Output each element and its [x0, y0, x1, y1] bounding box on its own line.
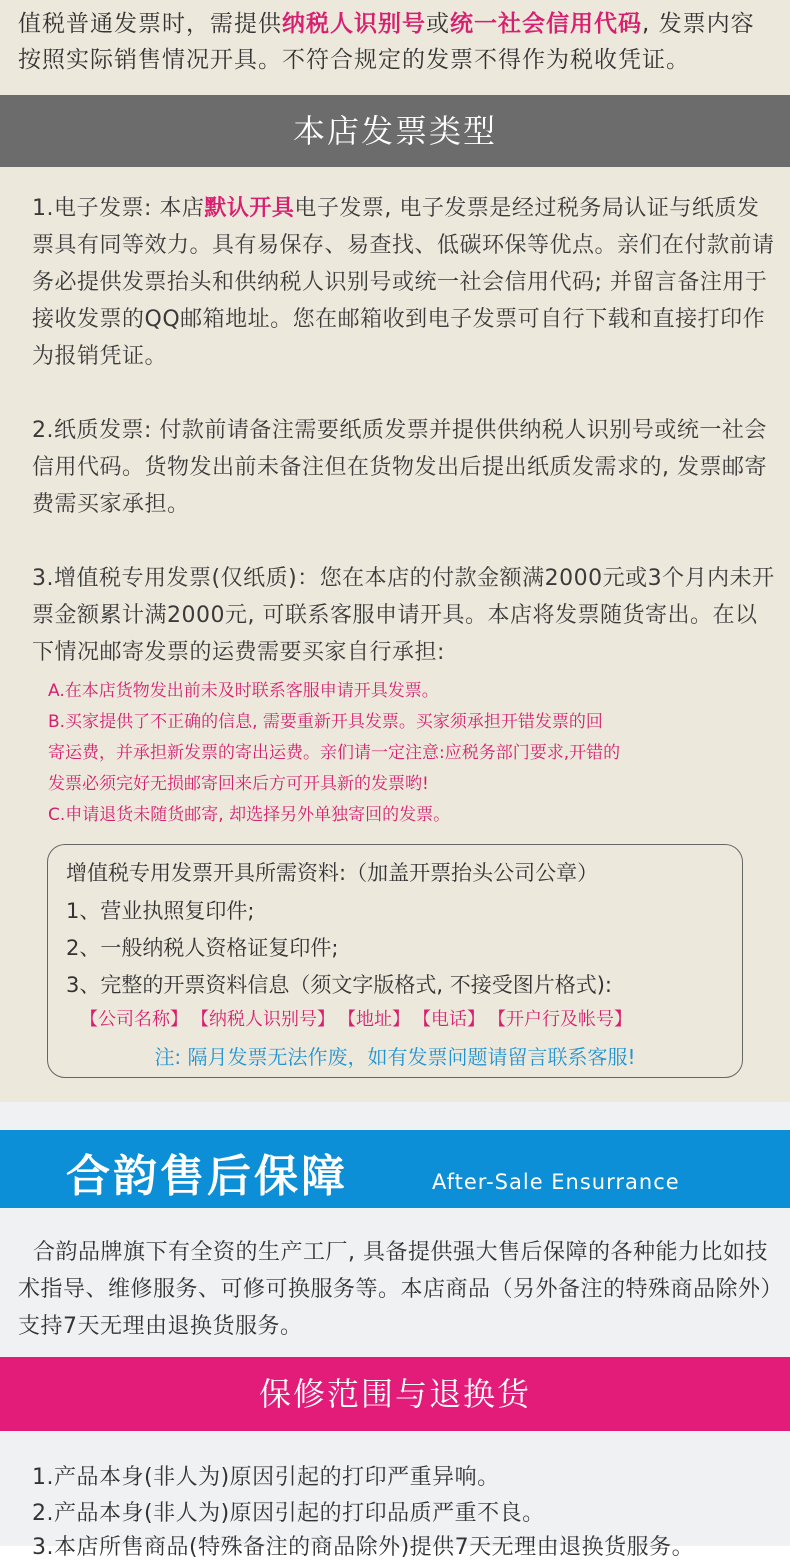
credit-code-highlight: 统一社会信用代码	[450, 11, 642, 37]
invoice-item-paper: 2.纸质发票: 付款前请备注需要纸质发票并提供供纳税人识别号或统一社会信用代码。货物发出前未备注但在货物发出后提出纸质发需求的, 发票邮寄费需买家承担。	[32, 418, 767, 517]
after-sale-title: 合韵售后保障	[66, 1151, 348, 1202]
repair-item: 2.产品本身(非人为)原因引起的打印品质严重不良。	[32, 1501, 545, 1526]
note-line: 寄运费，并承担新发票的寄出运费。亲们请一定注意:应税务部门要求,开错的	[48, 743, 621, 763]
tag-tax-id: 【纳税人识别号】	[200, 1009, 335, 1030]
repair-item: 3.本店所售商品(特殊备注的商品除外)提供7天无理由退换货服务。	[32, 1535, 695, 1560]
after-sale-text: 合韵品牌旗下有全资的生产工厂, 具备提供强大售后保障的各种能力比如技术指导、维修服务、可修可换服务等。本店商品（另外备注的特殊商品除外）支持7天无理由退换货服务。	[18, 1240, 773, 1339]
tag-address: 【地址】	[347, 1009, 410, 1030]
tax-id-highlight: 纳税人识别号	[282, 11, 426, 37]
vat-notes	[48, 676, 768, 831]
invoice-item-vat: 3.增值税专用发票(仅纸质)：您在本店的付款金额满2000元或3个月内未开票金额累计满2000元, 可联系客服申请开具。本店将发票随货寄出。在以下情况邮寄发票的运费需要买家自行承担:	[32, 566, 775, 665]
tag-company-name: 【公司名称】	[80, 1009, 188, 1030]
box-item: 3、完整的开票资料信息（须文字版格式, 不接受图片格式):	[66, 973, 612, 997]
after-sale-subtitle: After-Sale Ensurrance	[432, 1170, 680, 1194]
note-line: C.申请退货未随货邮寄, 却选择另外单独寄回的发票。	[48, 805, 451, 825]
repair-heading: 保修范围与退换货	[0, 1357, 790, 1431]
tag-phone: 【电话】	[422, 1009, 485, 1030]
box-item: 1、营业执照复印件;	[66, 899, 255, 923]
invoice-item-electronic: 1.电子发票: 本店默认开具电子发票, 电子发票是经过税务局认证与纸质发票具有同等效力。具有易保存、易查找、低碳环保等优点。亲们在付款前请务必提供发票抬头和供纳税人识别号或统一社会信用代码; 并留言备注用于接收发票的QQ邮箱地址。您在邮箱收到电子发票可自行下载和直接打印作为报销凭证。	[32, 196, 775, 369]
note-line: A.在本店货物发出前未及时联系客服申请开具发票。	[48, 681, 439, 701]
box-item: 2、一般纳税人资格证复印件;	[66, 936, 339, 960]
note-line: 发票必须完好无损邮寄回来后方可开具新的发票哟!	[48, 774, 429, 794]
required-fields	[80, 1005, 644, 1031]
repair-item: 1.产品本身(非人为)原因引起的打印严重异响。	[32, 1465, 500, 1490]
intro-text: 值税普通发票时，需提供纳税人识别号或统一社会信用代码, 发票内容按照实际销售情况开具。不符合规定的发票不得作为税收凭证。	[18, 11, 755, 73]
box-note: 注: 隔月发票无法作废，如有发票问题请留言联系客服!	[154, 1045, 636, 1069]
vat-requirements-box	[47, 844, 743, 1078]
box-title: 增值税专用发票开具所需资料:（加盖开票抬头公司公章）	[66, 861, 599, 885]
invoice-types-heading: 本店发票类型	[0, 95, 790, 167]
tag-bank-account: 【开户行及帐号】	[497, 1009, 632, 1030]
note-line: B.买家提供了不正确的信息, 需要重新开具发票。买家须承担开错发票的回	[48, 712, 603, 732]
